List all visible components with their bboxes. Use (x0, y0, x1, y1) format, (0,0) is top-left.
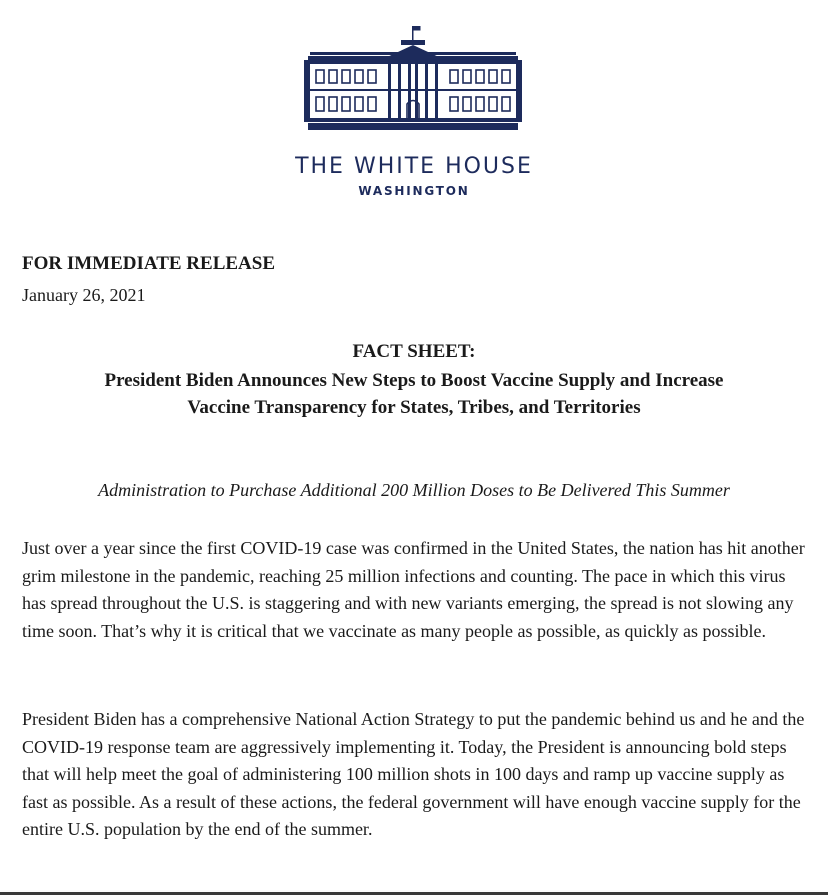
fact-sheet-subheadline: Administration to Purchase Additional 200 Million Doses to Be Delivered This Summer (98, 480, 730, 500)
body-paragraph-1: Just over a year since the first COVID-19 case was confirmed in the United States, the nation has hit another grim milestone in the pandemic, reaching 25 million infections and counting. The pace in which this virus has spread throughout the U.S. is staggering and with new variants emerging, the spread is not slowing any time soon. That’s why it is critical that we vaccinate as many people as possible, as quickly as possible. (22, 538, 805, 641)
organization-subtitle: WASHINGTON (358, 184, 470, 198)
headline-line-2: Vaccine Transparency for States, Tribes, and Territories (187, 397, 641, 418)
organization-title: THE WHITE HOUSE (295, 154, 533, 179)
fact-sheet-label: FACT SHEET: (352, 341, 476, 362)
headline-line-1: President Biden Announces New Steps to Boost Vaccine Supply and Increase (104, 370, 724, 391)
fact-sheet-headline (20, 367, 808, 421)
white-house-building-icon (304, 26, 522, 130)
release-label: FOR IMMEDIATE RELEASE (22, 253, 276, 274)
release-date: January 26, 2021 (22, 285, 146, 305)
body-paragraph-2: President Biden has a comprehensive National Action Strategy to put the pandemic behind us and he and the COVID-19 response team are aggressively implementing it. Today, the President is announcing bold steps that will help meet the goal of administering 100 million shots in 100 days and ramp up vaccine supply as fast as possible. As a result of these actions, the federal government will have enough vaccine supply for the entire U.S. population by the end of the summer. (22, 709, 805, 839)
